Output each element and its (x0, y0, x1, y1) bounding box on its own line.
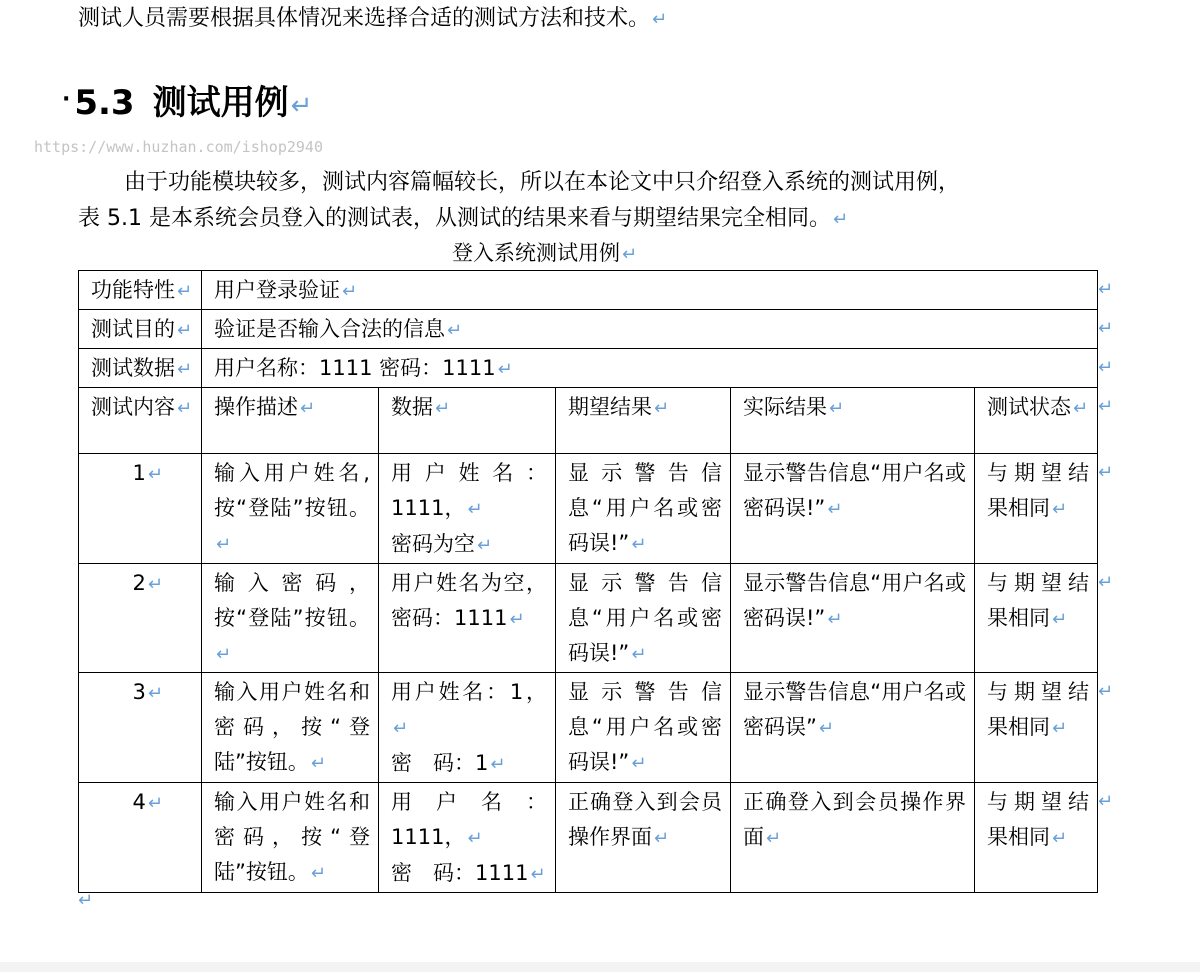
cell-data-text: 用户姓名为空，密码：1111 (391, 571, 547, 630)
paragraph-mark-icon: ↵ (290, 91, 313, 121)
cell-id (79, 783, 202, 893)
paragraph-mark-icon: ↵ (300, 398, 316, 419)
paragraph-mark-icon: ↵ (177, 398, 193, 419)
row-end-mark-icon: ↵ (1098, 462, 1114, 483)
column-header (202, 388, 379, 454)
cell-actual-text: 显示警告信息“用户名或密码误!” (743, 571, 966, 630)
paragraph-mark-icon: ↵ (147, 464, 163, 485)
paragraph-mark-icon: ↵ (1052, 499, 1068, 520)
cell-data (379, 673, 556, 783)
paragraph-mark-icon: ↵ (654, 398, 670, 419)
info-label-text: 功能特性 (91, 278, 175, 302)
paragraph-mark-icon: ↵ (393, 718, 409, 739)
paragraph-mark-icon: ↵ (530, 864, 546, 885)
cell-status (975, 673, 1098, 783)
cell-description-text: 输入用户姓名,按“登陆”按钮。 (214, 461, 370, 520)
cell-id (79, 673, 202, 783)
info-label-text: 测试目的 (91, 317, 175, 341)
paragraph-mark-icon: ↵ (1052, 718, 1068, 739)
cell-id-text: 1 (132, 461, 146, 485)
cell-description-text: 输入用户姓名和密码，按“登陆”按钮。 (214, 790, 370, 884)
cell-status-text: 与期望结果相同 (987, 461, 1090, 520)
cell-data (379, 454, 556, 564)
column-header-text: 数据 (391, 395, 433, 419)
cell-data-text: 用户名：1111， (391, 790, 547, 849)
cell-id-text: 3 (132, 680, 146, 704)
end-paragraph-mark-icon: ↵ (78, 890, 94, 911)
info-value-text: 用户登录验证 (214, 278, 340, 302)
info-row (79, 349, 1098, 388)
paragraph-mark-icon: ↵ (477, 535, 493, 556)
paragraph-mark-icon: ↵ (509, 609, 525, 630)
paragraph-mark-icon: ↵ (310, 863, 326, 884)
cell-description (202, 783, 379, 893)
test-case-table (78, 270, 1098, 893)
info-label (79, 271, 202, 310)
table-row (79, 673, 1098, 783)
cell-status-text: 与期望结果相同 (987, 571, 1090, 630)
row-end-mark-icon: ↵ (1098, 396, 1114, 417)
cell-data-text: 密码为空 (391, 532, 475, 556)
info-value (202, 310, 1098, 349)
cell-expected (556, 783, 731, 893)
paragraph-mark-icon: ↵ (147, 793, 163, 814)
column-header-text: 测试内容 (91, 395, 175, 419)
cell-id-text: 2 (132, 571, 146, 595)
column-header (556, 388, 731, 454)
paragraph-mark-icon: ↵ (1073, 398, 1089, 419)
paragraph-mark-icon: ↵ (832, 209, 849, 230)
paragraph-mark-icon: ↵ (467, 499, 483, 520)
cell-data-text: 用户姓名：1111， (391, 461, 547, 520)
paragraph-mark-icon: ↵ (829, 398, 845, 419)
paragraph-mark-icon: ↵ (1052, 828, 1068, 849)
paragraph-mark-icon: ↵ (827, 499, 843, 520)
column-header (379, 388, 556, 454)
paragraph-mark-icon: ↵ (490, 754, 506, 775)
column-header-text: 实际结果 (743, 395, 827, 419)
paragraph-mark-icon: ↵ (766, 828, 782, 849)
cell-data (379, 783, 556, 893)
paragraph-mark-icon: ↵ (1052, 609, 1068, 630)
cell-description-text: 输入密码，按“登陆”按钮。 (214, 571, 370, 630)
cell-actual-text: 正确登入到会员操作界面 (743, 790, 966, 849)
paragraph-mark-icon: ↵ (622, 244, 638, 265)
paragraph-mark-icon: ↵ (467, 828, 483, 849)
cell-status (975, 454, 1098, 564)
paragraph-mark-icon: ↵ (342, 281, 358, 302)
paragraph-mark-icon: ↵ (818, 718, 834, 739)
cell-actual-text: 显示警告信息“用户名或密码误” (743, 680, 966, 739)
info-value-text: 用户名称：1111 密码：1111 (214, 356, 496, 380)
cell-data-text: 密 码：1111 (391, 861, 529, 885)
row-end-mark-icon: ↵ (1098, 681, 1114, 702)
page-bottom-edge (0, 962, 1200, 972)
info-value (202, 271, 1098, 310)
cell-id (79, 454, 202, 564)
paragraph-mark-icon: ↵ (177, 320, 193, 341)
cell-actual (731, 783, 975, 893)
cell-status (975, 783, 1098, 893)
section-title: 测试用例 (152, 83, 289, 123)
watermark: https://www.huzhan.com/ishop2940 (34, 138, 323, 156)
cell-expected-text: 显示警告信息“用户名或密码误!” (568, 461, 722, 555)
cell-expected-text: 正确登入到会员操作界面 (568, 790, 722, 849)
cell-actual (731, 673, 975, 783)
cell-expected (556, 564, 731, 673)
paragraph-mark-icon: ↵ (216, 534, 232, 555)
paragraph-mark-icon: ↵ (827, 609, 843, 630)
cell-actual-text: 显示警告信息“用户名或密码误!” (743, 461, 966, 520)
cell-actual (731, 454, 975, 564)
table-row (79, 454, 1098, 564)
cell-description (202, 454, 379, 564)
paragraph-line-1: 由于功能模块较多，测试内容篇幅较长，所以在本论文中只介绍登入系统的测试用例， (124, 170, 961, 195)
column-header-text: 操作描述 (214, 395, 298, 419)
row-end-mark-icon: ↵ (1098, 357, 1114, 378)
paragraph-mark-icon: ↵ (447, 320, 463, 341)
section-number: 5.3 (74, 83, 135, 123)
table-row (79, 783, 1098, 893)
paragraph-mark-icon: ↵ (216, 644, 232, 665)
info-row (79, 310, 1098, 349)
column-header (975, 388, 1098, 454)
paragraph-mark-icon: ↵ (631, 753, 647, 774)
info-label-text: 测试数据 (91, 356, 175, 380)
column-header-text: 测试状态 (987, 395, 1071, 419)
cell-expected (556, 673, 731, 783)
paragraph-mark-icon: ↵ (177, 359, 193, 380)
paragraph-mark-icon: ↵ (631, 534, 647, 555)
info-value (202, 349, 1098, 388)
paragraph-mark-icon: ↵ (147, 683, 163, 704)
row-end-mark-icon: ↵ (1098, 572, 1114, 593)
cell-status (975, 564, 1098, 673)
section-heading (62, 78, 312, 128)
cell-id-text: 4 (132, 790, 146, 814)
paragraph-mark-icon: ↵ (177, 281, 193, 302)
paragraph-mark-icon: ↵ (497, 359, 513, 380)
paragraph-mark-icon: ↵ (631, 644, 647, 665)
cell-data-text: 用户姓名：1， (391, 680, 547, 704)
cell-description (202, 673, 379, 783)
heading-bullet: · (62, 87, 71, 112)
info-value-text: 验证是否输入合法的信息 (214, 317, 445, 341)
paragraph-mark-icon: ↵ (652, 9, 668, 30)
intro-line: 测试人员需要根据具体情况来选择合适的测试方法和技术。 ↵ (78, 6, 668, 31)
cell-description (202, 564, 379, 673)
paragraph-mark-icon: ↵ (147, 574, 163, 595)
info-label (79, 310, 202, 349)
cell-data-text: 密 码：1 (391, 751, 489, 775)
info-label (79, 349, 202, 388)
table-row (79, 564, 1098, 673)
cell-expected-text: 显示警告信息“用户名或密码误!” (568, 680, 722, 774)
cell-expected-text: 显示警告信息“用户名或密码误!” (568, 571, 722, 665)
table-header-row (79, 388, 1098, 454)
column-header-text: 期望结果 (568, 395, 652, 419)
column-header (79, 388, 202, 454)
row-end-mark-icon: ↵ (1098, 791, 1114, 812)
cell-id (79, 564, 202, 673)
cell-data (379, 564, 556, 673)
cell-actual (731, 564, 975, 673)
cell-status-text: 与期望结果相同 (987, 790, 1090, 849)
row-end-mark-icon: ↵ (1098, 318, 1114, 339)
row-end-mark-icon: ↵ (1098, 279, 1114, 300)
cell-status-text: 与期望结果相同 (987, 680, 1090, 739)
info-row (79, 271, 1098, 310)
column-header (731, 388, 975, 454)
paragraph-line-2: 表 5.1 是本系统会员登入的测试表，从测试的结果来看与期望结果完全相同。 ↵ (78, 206, 849, 231)
cell-expected (556, 454, 731, 564)
paragraph-mark-icon: ↵ (310, 753, 326, 774)
table-caption: 登入系统测试用例 ↵ (452, 241, 638, 265)
cell-description-text: 输入用户姓名和密码，按“登陆”按钮。 (214, 680, 370, 774)
paragraph-mark-icon: ↵ (654, 828, 670, 849)
paragraph-mark-icon: ↵ (435, 398, 451, 419)
